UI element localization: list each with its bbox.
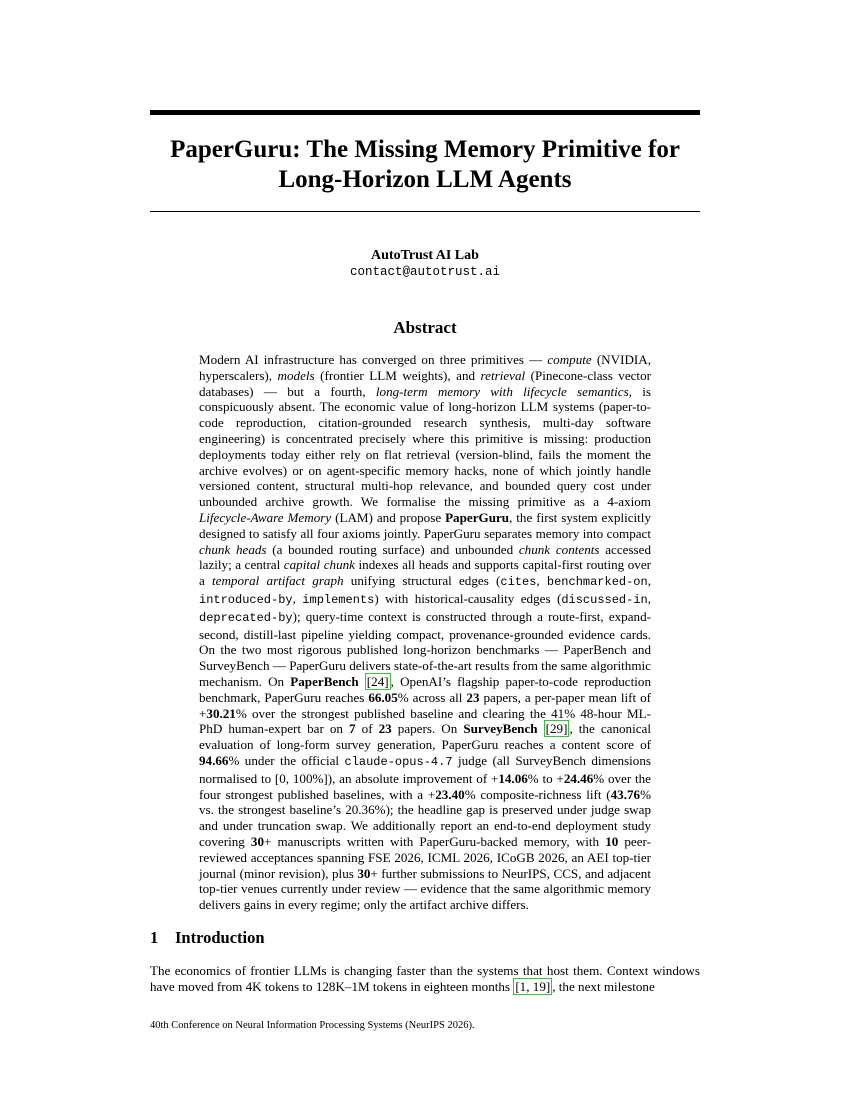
title-line-2: Long-Horizon LLM Agents (278, 166, 572, 193)
section-number: 1 (150, 928, 159, 947)
intro-text-tail: , the next milestone (552, 978, 655, 994)
section-heading-introduction (150, 928, 265, 948)
abstract-body: Modern AI infrastructure has converged on three primitives — compute (NVIDIA, hyperscalers), models (frontier LLM weights), and retrieval (Pinecone-class vector databases) — but a fourth, long-term memory with lifecycle semantics, is conspicuously absent. The economic value of long-horizon LLM systems (paper-to-code reproduction, citation-grounded research synthesis, multi-day software engineering) is concentrated precisely where this primitive is missing: production deployments today either rely on flat retrieval (version-blind, fails the moment the archive evolves) or on agent-specific memory hacks, none of which jointly handle versioned content, structural multi-hop relevance, and bounded query cost under unbounded archive growth. We formalise the missing primitive as a 4-axiom Lifecycle-Aware Memory (LAM) and propose PaperGuru, the first system explicitly designed to satisfy all four axioms jointly. PaperGuru separates memory into compact chunk heads (a bounded routing surface) and unbounded chunk contents accessed lazily; a central capital chunk indexes all heads and supports capital-first routing over a temporal artifact graph unifying structural edges (cites, benchmarked-on, introduced-by, implements) with historical-causality edges (discussed-in, deprecated-by); query-time context is constructed through a route-first, expand-second, distill-last pipeline yielding compact, provenance-grounded evidence cards. On the two most rigorous published long-horizon benchmarks — PaperBench and SurveyBench — PaperGuru delivers state-of-the-art results from the same algorithmic mechanism. On PaperBench [24] , OpenAI’s flagship paper-to-code reproduction benchmark, PaperGuru reaches 66.05% across all 23 papers, a per-paper mean lift of +30.21% over the strongest published baseline and clearing the 41% 48-hour ML-PhD human-expert bar on 7 of 23 papers. On SurveyBench [29] , the canonical evaluation of long-form survey generation, PaperGuru reaches a content score of 94.66% under the official claude-opus-4.7 judge (all SurveyBench dimensions normalised to [0, 100%]), an absolute improvement of +14.06% to +24.46% over the four strongest published baselines, with a +23.40% composite-richness lift (43.76% vs. the strongest baseline’s 20.36%); the headline gap is preserved under judge swap and under truncation swap. We additionally report an end-to-end deployment study covering 30+ manuscripts written with PaperGuru-backed memory, with 10 peer-reviewed acceptances spanning FSE 2026, ICML 2026, ICoGB 2026, an AEI top-tier journal (minor revision), plus 30+ further submissions to NeurIPS, CCS, and adjacent top-tier venues currently under review — evidence that the same algorithmic memory delivers gains in every regime; only the artifact archive differs. (199, 352, 652, 913)
section-title: Introduction (175, 928, 265, 947)
paper-title (150, 135, 700, 195)
author-email: contact@autotrust.ai (349, 265, 501, 279)
author-name: AutoTrust AI Lab (371, 248, 479, 263)
introduction-paragraph (150, 963, 700, 995)
intro-text: The economics of frontier LLMs is changing faster than the systems that host them. Context windows have moved from 4K tokens to 128K–1M tokens in eighteen months (150, 963, 700, 994)
abstract-heading: Abstract (393, 318, 457, 337)
title-line-1: PaperGuru: The Missing Memory Primitive for (170, 136, 680, 163)
conference-footnote: 40th Conference on Neural Information Processing Systems (NeurIPS 2026). (150, 1020, 475, 1031)
citation-link[interactable]: [1, 19] (515, 978, 551, 994)
title-bottom-rule (150, 211, 700, 212)
title-top-rule (150, 110, 700, 115)
